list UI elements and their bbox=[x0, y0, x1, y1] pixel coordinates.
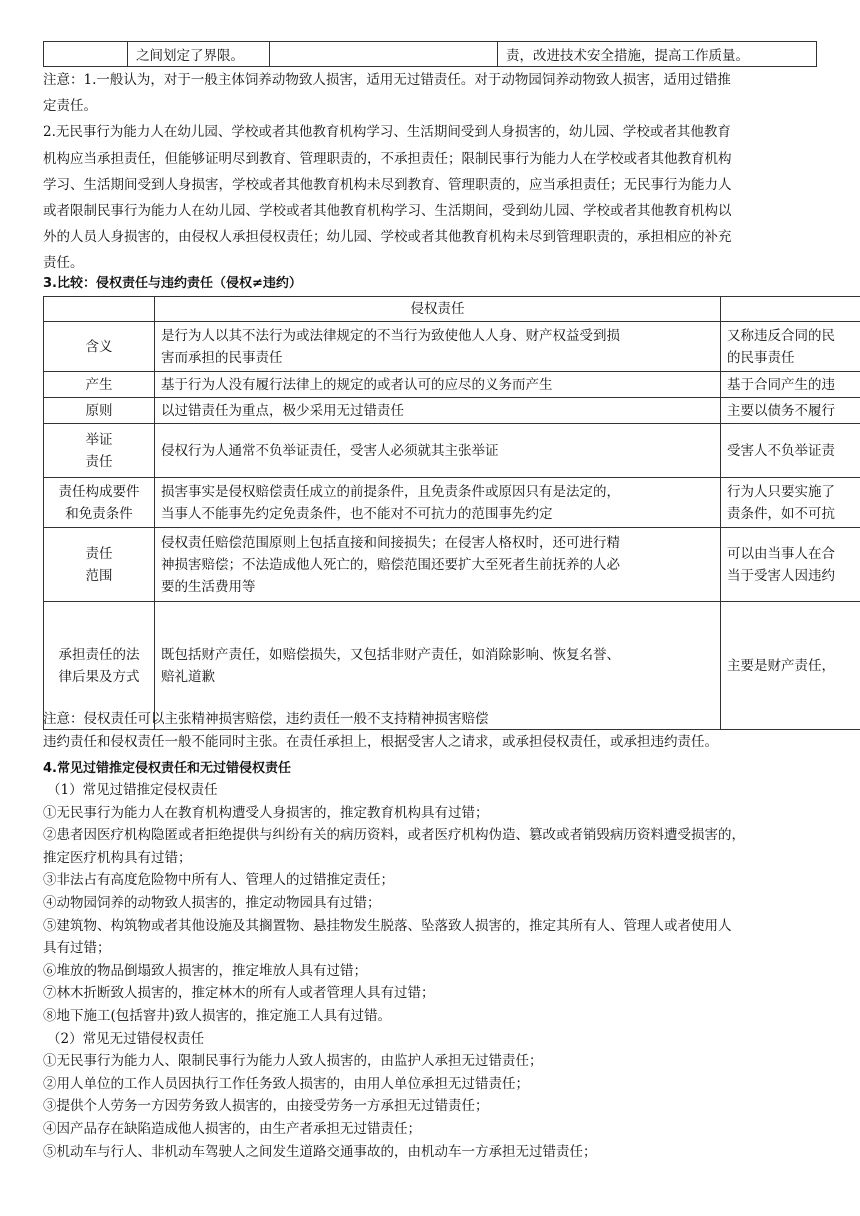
list-item: ⑦林木折断致人损害的，推定林木的所有人或者管理人具有过错； bbox=[43, 985, 435, 1002]
table-header-row bbox=[44, 297, 860, 322]
tort-cell: 是行为人以其不法行为或法律规定的不当行为致使他人人身、财产权益受到损 害而承担的民事责任 bbox=[155, 322, 721, 372]
row-label: 承担责任的法 律后果及方式 bbox=[44, 602, 155, 730]
subheading: （2）常见无过错侵权责任 bbox=[47, 1030, 205, 1047]
row-label: 举证 责任 bbox=[44, 424, 155, 478]
subheading: （1）常见过错推定侵权责任 bbox=[47, 782, 218, 798]
table-row bbox=[44, 42, 817, 67]
list-item: ②患者因医疗机构隐匿或者拒绝提供与纠纷有关的病历资料，或者医疗机构伪造、篡改或者销毁病历资料遭受损害的， bbox=[43, 827, 745, 844]
contract-cell: 可以由当事人在合 当于受害人因违约 bbox=[721, 528, 860, 602]
table-row bbox=[44, 372, 860, 398]
row-label: 责任构成要件 和免责条件 bbox=[44, 478, 155, 528]
contract-cell: 行为人只要实施了 责条件，如不可抗 bbox=[721, 478, 860, 528]
column-header bbox=[44, 297, 155, 322]
contract-cell: 又称违反合同的民 的民事责任 bbox=[721, 322, 860, 372]
tort-cell: 侵权责任赔偿范围原则上包括直接和间接损失；在侵害人格权时，还可进行精 神损害赔偿；不法造成他人死亡的，赔偿范围还要扩大至死者生前抚养的人必 要的生活费用等 bbox=[155, 528, 721, 602]
table-cell bbox=[270, 42, 498, 67]
list-item: ⑤建筑物、构筑物或者其他设施及其搁置物、悬挂物发生脱落、坠落致人损害的，推定其所有人、管理人或者使用人 bbox=[43, 917, 732, 934]
table-row bbox=[44, 398, 860, 424]
table-row bbox=[44, 322, 860, 372]
list-item: 具有过错； bbox=[43, 940, 111, 957]
tort-cell: 侵权行为人通常不负举证责任，受害人必须就其主张举证 bbox=[155, 424, 721, 478]
list-item: ⑥堆放的物品倒塌致人损害的，推定堆放人具有过错； bbox=[43, 962, 367, 979]
list-item: ④动物园饲养的动物致人损害的，推定动物园具有过错； bbox=[43, 894, 381, 911]
list-item: ①无民事行为能力人在教育机构遭受人身损害的，推定教育机构具有过错； bbox=[43, 804, 489, 821]
list-item: ④因产品存在缺陷造成他人损害的，由生产者承担无过错责任； bbox=[43, 1120, 421, 1137]
row-label: 责任 范围 bbox=[44, 528, 155, 602]
note-line: 责任。 bbox=[43, 255, 84, 272]
row-label: 含义 bbox=[44, 322, 155, 372]
column-header-tort: 侵权责任 bbox=[155, 297, 721, 322]
note-line: 学习、生活期间受到人身损害，学校或者其他教育机构未尽到教育、管理职责的，应当承担责任；无民事行为能力人 bbox=[43, 176, 732, 193]
section-4-heading: 4.常见过错推定侵权责任和无过错侵权责任 bbox=[43, 761, 291, 776]
list-item: ③提供个人劳务一方因劳务致人损害的，由接受劳务一方承担无过错责任； bbox=[43, 1098, 489, 1115]
table-row bbox=[44, 478, 860, 528]
list-item: ②用人单位的工作人员因执行工作任务致人损害的，由用人单位承担无过错责任； bbox=[43, 1075, 529, 1092]
tort-cell: 以过错责任为重点，极少采用无过错责任 bbox=[155, 398, 721, 424]
contract-cell: 主要是财产责任， bbox=[721, 602, 860, 730]
note-line: 注意：侵权责任可以主张精神损害赔偿，违约责任一般不支持精神损害赔偿 bbox=[43, 711, 489, 727]
table-cell: 责，改进技术安全措施，提高工作质量。 bbox=[498, 42, 817, 67]
section-4-list bbox=[43, 779, 833, 1163]
contract-cell: 受害人不负举证责 bbox=[721, 424, 860, 478]
notes-block-1 bbox=[43, 67, 820, 277]
contract-cell: 主要以债务不履行 bbox=[721, 398, 860, 424]
list-item: ③非法占有高度危险物中所有人、管理人的过错推定责任； bbox=[43, 872, 394, 889]
note-line: 违约责任和侵权责任一般不能同时主张。在责任承担上，根据受害人之请求，或承担侵权责任，或承担违约责任。 bbox=[43, 734, 718, 750]
table-row bbox=[44, 424, 860, 478]
tort-cell: 既包括财产责任，如赔偿损失，又包括非财产责任，如消除影响、恢复名誉、 赔礼道歉 bbox=[155, 602, 721, 730]
top-table-fragment bbox=[43, 41, 817, 67]
note-line: 机构应当承担责任，但能够证明尽到教育、管理职责的，不承担责任；限制民事行为能力人在学校或者其他教育机构 bbox=[43, 150, 732, 167]
table-row bbox=[44, 528, 860, 602]
contract-cell: 基于合同产生的违 bbox=[721, 372, 860, 398]
note-line: 外的人员人身损害的，由侵权人承担侵权责任；幼儿园、学校或者其他教育机构未尽到管理职责的，承担相应的补充 bbox=[43, 229, 732, 246]
table-cell: 之间划定了界限。 bbox=[128, 42, 270, 67]
note-line: 定责任。 bbox=[43, 98, 97, 115]
note-line: 2.无民事行为能力人在幼儿园、学校或者其他教育机构学习、生活期间受到人身损害的，幼儿园、学校或者其他教育 bbox=[43, 124, 731, 141]
list-item: ①无民事行为能力人、限制民事行为能力人致人损害的，由监护人承担无过错责任； bbox=[43, 1053, 543, 1070]
notes-block-2 bbox=[43, 708, 820, 754]
tort-cell: 基于行为人没有履行法律上的规定的或者认可的应尽的义务而产生 bbox=[155, 372, 721, 398]
section-3-heading: 3.比较：侵权责任与违约责任（侵权≠违约） bbox=[43, 276, 302, 291]
list-item: 推定医疗机构具有过错； bbox=[43, 849, 192, 866]
list-item: ⑤机动车与行人、非机动车驾驶人之间发生道路交通事故的，由机动车一方承担无过错责任； bbox=[43, 1143, 597, 1160]
row-label: 原则 bbox=[44, 398, 155, 424]
column-header bbox=[721, 297, 860, 322]
tort-cell: 损害事实是侵权赔偿责任成立的前提条件，且免责条件或原因只有是法定的， 当事人不能事先约定免责条件，也不能对不可抗力的范围事先约定 bbox=[155, 478, 721, 528]
list-item: ⑧地下施工(包括窨井)致人损害的，推定施工人具有过错。 bbox=[43, 1007, 392, 1024]
table-cell bbox=[44, 42, 128, 67]
row-label: 产生 bbox=[44, 372, 155, 398]
note-line: 注意：1.一般认为，对于一般主体饲养动物致人损害，适用无过错责任。对于动物园饲养动物致人损害，适用过错推 bbox=[43, 72, 731, 88]
comparison-table bbox=[43, 296, 860, 730]
note-line: 或者限制民事行为能力人在幼儿园、学校或者其他教育机构学习、生活期间，受到幼儿园、学校或者其他教育机构以 bbox=[43, 203, 732, 220]
